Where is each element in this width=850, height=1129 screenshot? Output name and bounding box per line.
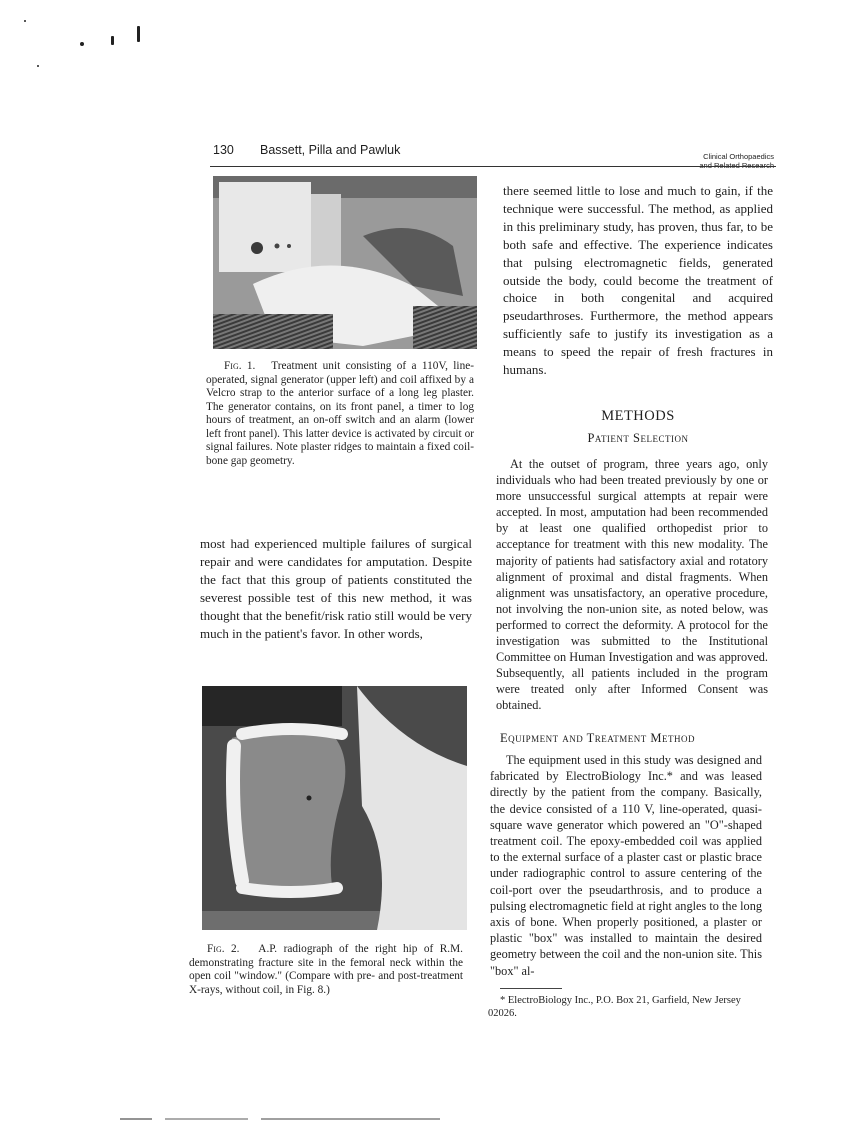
scan-edge-streak	[120, 1118, 440, 1120]
patient-selection-text	[496, 456, 768, 714]
left-column-text	[200, 535, 472, 642]
footnote-rule	[500, 988, 562, 989]
journal-line-1: Clinical Orthopaedics	[703, 152, 774, 161]
figure-1-photo	[213, 176, 477, 349]
figure-1-caption	[206, 360, 474, 468]
right-intro-paragraph: there seemed little to lose and much to gain, if the technique were successful. The method, as applied in this preliminary study, has proven, thus far, to be both safe and effective. The experience indicates that pulsing electromagnetic fields, generated outside the body, could become the treatment of choice in both congenital and acquired pseudarthroses. Furthermore, the method appears sufficiently safe to justify its investigation as a means to speed the repair of fresh fractures in humans.	[503, 183, 773, 378]
equipment-heading: Equipment and Treatment Method	[500, 731, 696, 745]
figure-2-caption-text: A.P. radiograph of the right hip of R.M. demonstrating fracture site in the femoral neck within the open coil "window." (Compare with pre- and post-treatment X-rays, without coil, in Fig. 8.)	[189, 943, 463, 996]
patient-selection-heading: Patient Selection	[587, 431, 689, 445]
figure-2-label: Fig. 2.	[207, 943, 240, 955]
figure-2-radiograph	[202, 686, 467, 930]
left-paragraph: most had experienced multiple failures of surgical repair and were candidates for amputation. Despite the fact that this group of patients constituted the severest possible test of this new method, it was thought that the benefit/risk ratio still would be very much in the patient's favor. In other words,	[200, 536, 472, 641]
patient-selection-paragraph: At the outset of program, three years ago, only individuals who had been treated previously by one or more unsuccessful surgical attempts at repair were accepted. In most, amputation had been recommended by at least one qualified orthopedist prior to acceptance for treatment with this new modality. The majority of patients had satisfactory axial and rotatory alignment of proximal and distal fragments. When alignment was unsatisfactory, an operative procedure, not involving the non-union site, as noted below, was performed to correct the deformity. A protocol for the investigation was submitted to the Institutional Committee on Human Investigation and was approved. Subsequently, all patients included in the program were treated only after Informed Consent was obtained.	[496, 457, 768, 713]
running-head-authors: Bassett, Pilla and Pawluk	[260, 143, 401, 157]
methods-heading: METHODS	[601, 408, 675, 424]
figure-2-caption	[189, 943, 463, 997]
figure-1-label: Fig. 1.	[224, 360, 256, 372]
equipment-paragraph: The equipment used in this study was designed and fabricated by ElectroBiology Inc.* and was leased directly by the patient from the company. Basically, the device consisted of a 110 V, line-operated, quasi-square wave generator which powered an "O"-shaped treatment coil. The epoxy-embedded coil was applied to the external surface of a plaster cast or plastic brace under radiographic control to assure centering of the coil-port over the pseudarthrosis, and to produce a pulsing electromagnetic field at right angles to the long axis of bone. When properly positioned, a plaster or plastic "box" was installed to maintain the desired geometry between the coil and the non-union site. This "box" al-	[490, 753, 762, 978]
running-head-journal	[640, 152, 774, 170]
footnote: * ElectroBiology Inc., P.O. Box 21, Garfield, New Jersey 02026.	[488, 995, 741, 1019]
right-intro-text	[503, 182, 773, 379]
page-number: 130	[213, 143, 234, 157]
equipment-text	[490, 752, 762, 979]
figure-1-caption-text: Treatment unit consisting of a 110V, line-operated, signal generator (upper left) and coil affixed by a Velcro strap to the anterior surface of a long leg plaster. The generator contains, on its front panel, a timer to log hours of treatment, an on-off switch and an alarm (lower left front panel). This latter device is activated by circuit or signal failures. Note plaster ridges to maintain a fixed coil-bone gap geometry.	[206, 360, 474, 467]
header-rule	[210, 166, 776, 167]
